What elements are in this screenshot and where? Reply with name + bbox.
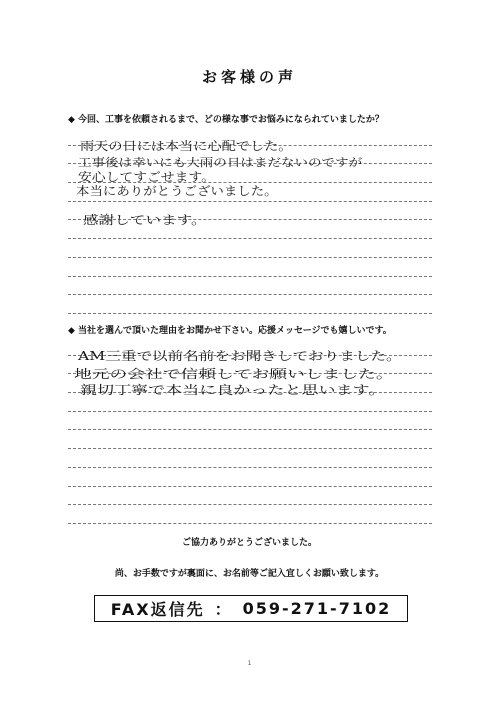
fax-label: FAX返信先 bbox=[110, 600, 205, 619]
answer-2-line-2: 地元の会社で信頼してお願いしました。 bbox=[74, 367, 394, 381]
page-number: 1 bbox=[247, 660, 252, 667]
ruled-line bbox=[68, 468, 432, 487]
return-note: 尚、お手数ですが裏面に、お名前等ご記入宜しくお願い致します。 bbox=[114, 569, 385, 579]
answer-1-line-2: 工事後は幸いにも大雨の日はまだないのですが bbox=[78, 156, 363, 169]
fax-return-box bbox=[94, 595, 408, 622]
ruled-line bbox=[68, 449, 432, 468]
question-1: ◆ 今回、工事を依頼されるまで、どの様な事でお悩みになられていましたか？ bbox=[68, 115, 384, 125]
question-2: ◆ 当社を選んで頂いた理由をお聞かせ下さい。応援メッセージでも嬉しいです。 bbox=[68, 326, 392, 336]
ruled-line bbox=[68, 258, 432, 277]
fax-number: 059-271-7102 bbox=[242, 599, 392, 618]
answer-2-line-3: 親切丁寧で本当に良かったと思います。 bbox=[80, 383, 386, 397]
answer-1-line-5: 感謝しています。 bbox=[83, 213, 207, 227]
answer-1-line-1: 雨天の日には本当に心配でした。 bbox=[80, 139, 293, 153]
ruled-line bbox=[68, 412, 432, 431]
ruled-line bbox=[68, 505, 432, 524]
answer-1-line-4: 本当にありがとうございました。 bbox=[76, 184, 278, 198]
page-title: お客様の声 bbox=[201, 68, 297, 86]
answer-2-line-1: AM三重で以前名前をお聞きしておりました。 bbox=[78, 349, 402, 363]
answer-1-line-3: 安心してすごせます。 bbox=[78, 170, 215, 184]
ruled-line bbox=[68, 487, 432, 506]
ruled-line bbox=[68, 277, 432, 296]
fax-separator: ： bbox=[214, 600, 233, 619]
ruled-line bbox=[68, 430, 432, 449]
ruled-line bbox=[68, 239, 432, 258]
thanks-message: ご協力ありがとうございました。 bbox=[181, 538, 317, 548]
ruled-line bbox=[68, 295, 432, 314]
